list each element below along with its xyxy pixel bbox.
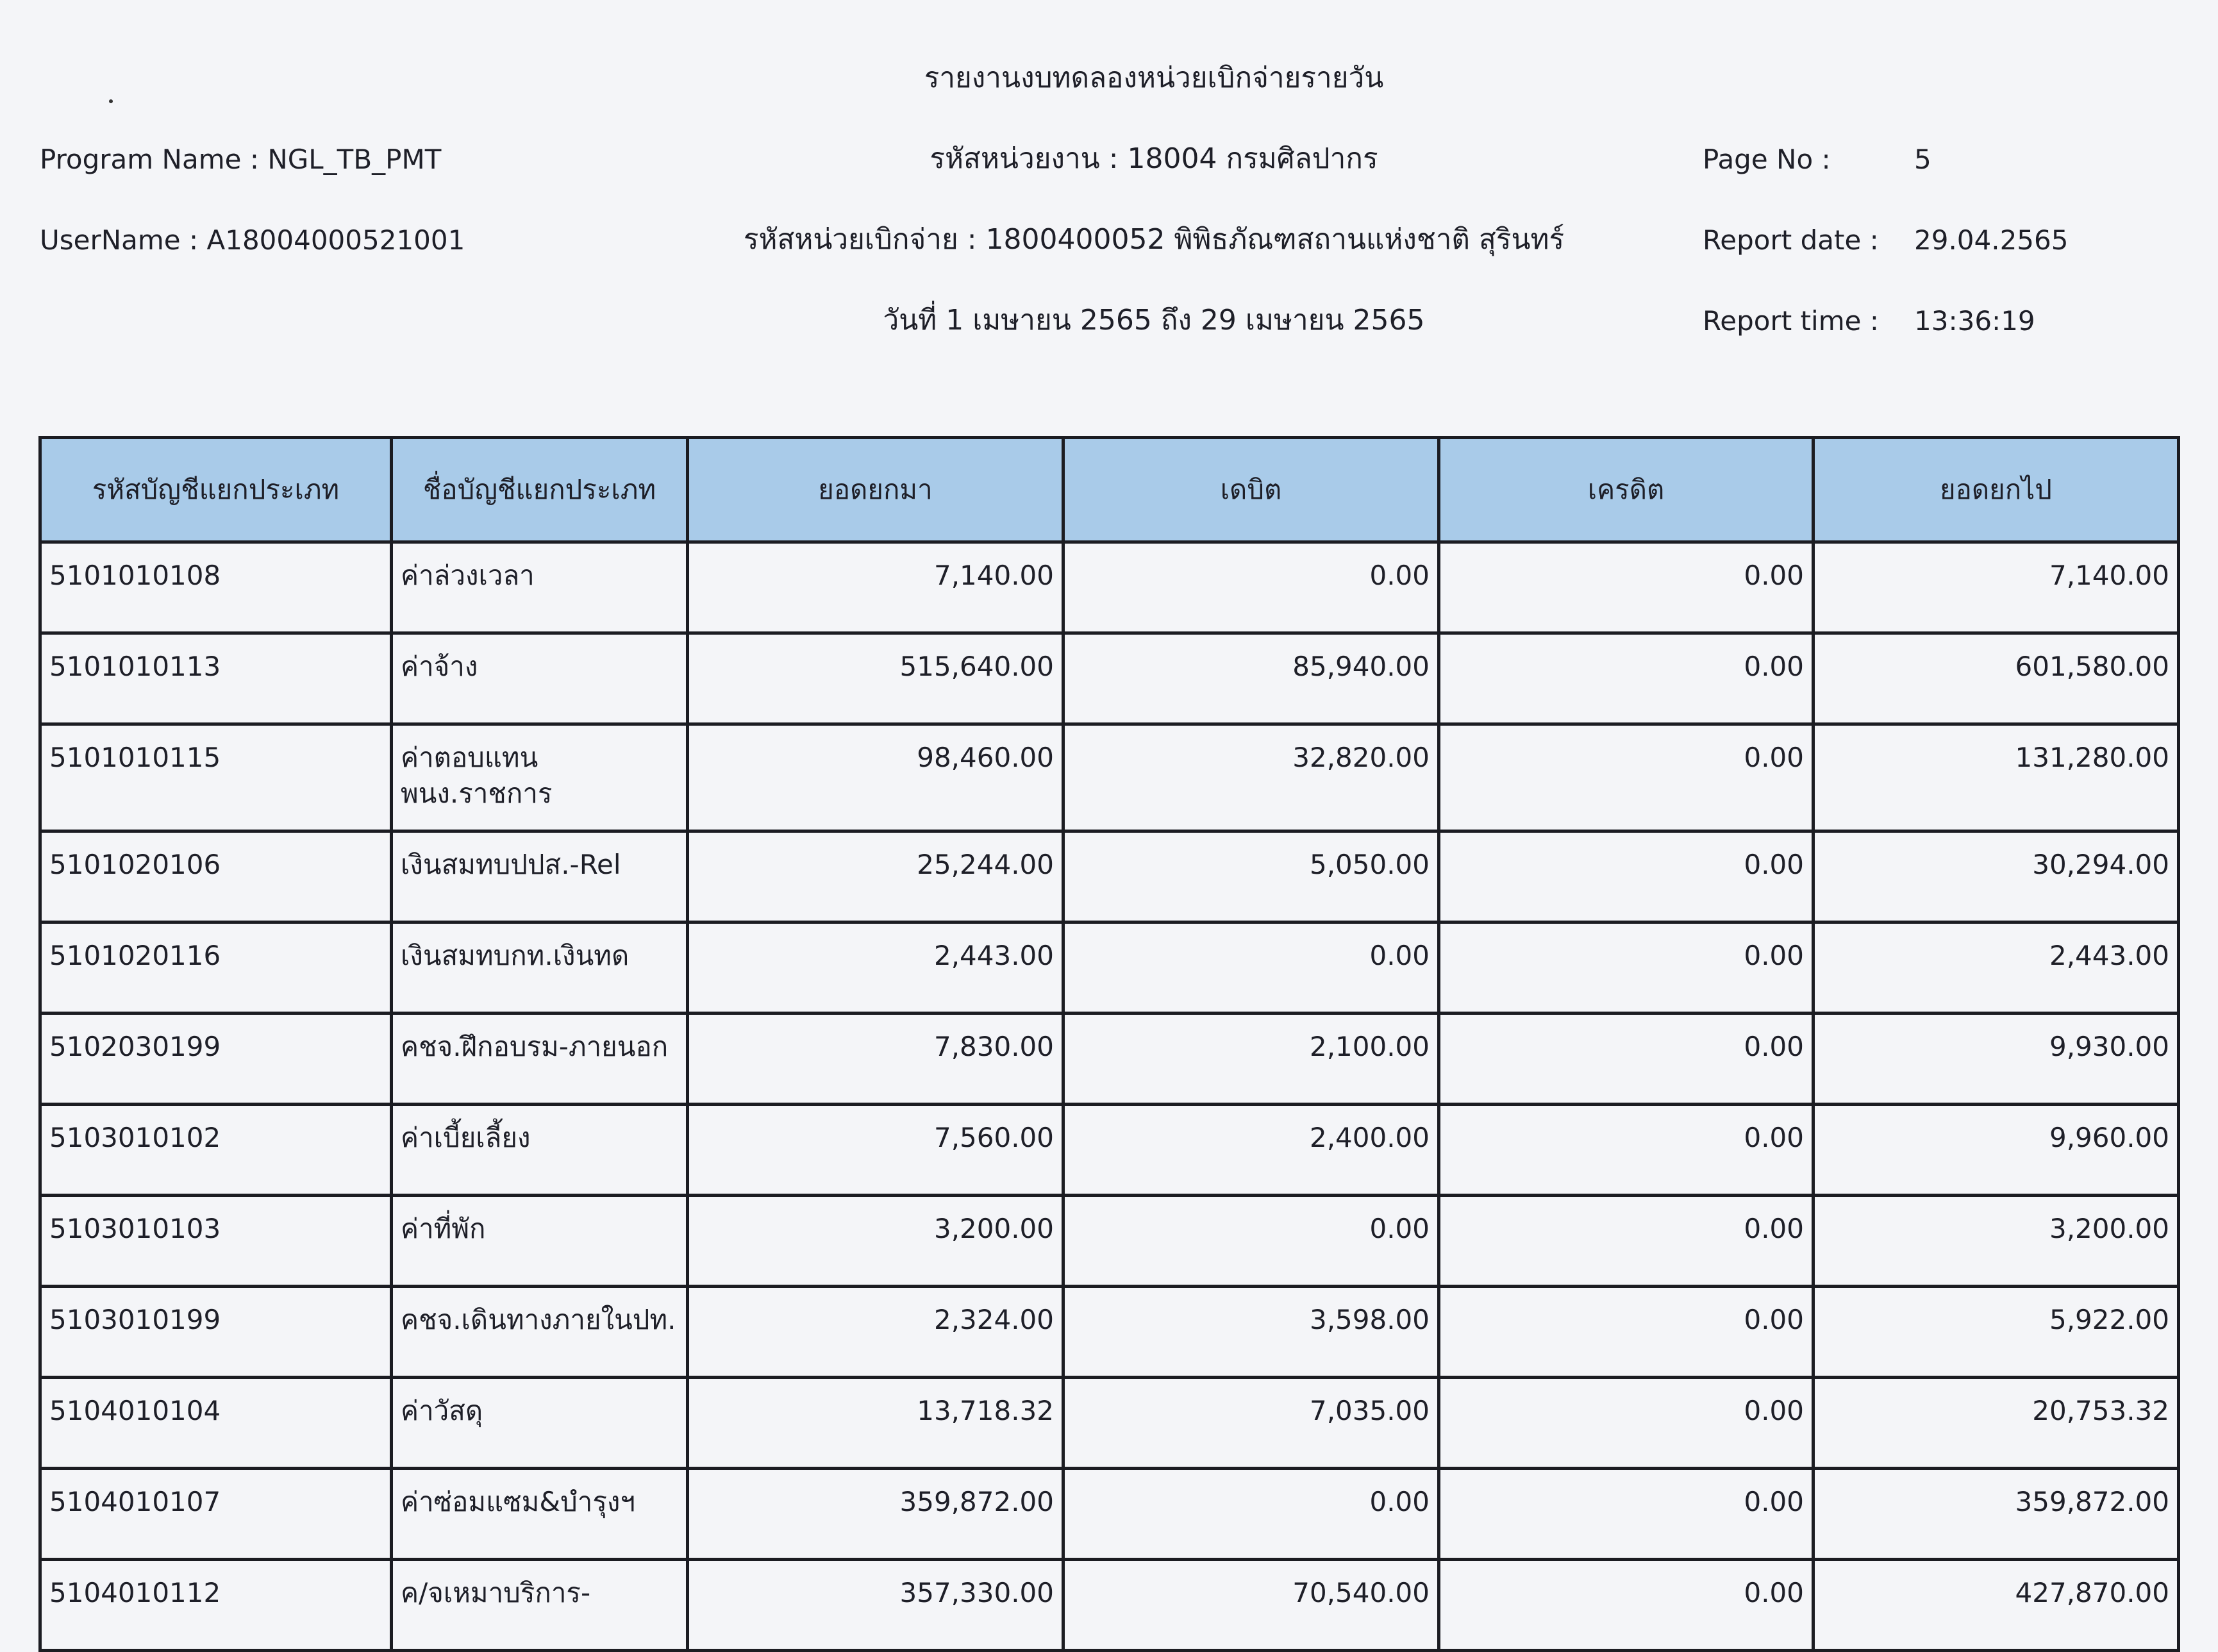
account-code-cell: 5103010103 — [40, 1196, 392, 1287]
table-row — [40, 1378, 2179, 1469]
account-code-cell: 5104010107 — [40, 1469, 392, 1560]
table-row — [40, 542, 2179, 633]
debit-cell: 3,598.00 — [1063, 1287, 1439, 1378]
table-row — [40, 1287, 2179, 1378]
account-name-cell: ค่าจ้าง — [392, 633, 688, 724]
account-code-cell: 5103010199 — [40, 1287, 392, 1378]
program-name: Program Name : NGL_TB_PMT — [40, 144, 442, 175]
credit-cell: 0.00 — [1439, 1287, 1814, 1378]
closing-balance-cell: 9,960.00 — [1814, 1105, 2179, 1196]
account-code-cell: 5104010104 — [40, 1378, 392, 1469]
account-name-cell: คชจ.เดินทางภายในปท. — [392, 1287, 688, 1378]
credit-cell: 0.00 — [1439, 633, 1814, 724]
opening-balance-cell: 515,640.00 — [688, 633, 1063, 724]
debit-cell: 5,050.00 — [1063, 831, 1439, 922]
account-code-cell: 5101010115 — [40, 724, 392, 831]
credit-cell: 0.00 — [1439, 542, 1814, 633]
debit-cell: 0.00 — [1063, 542, 1439, 633]
table-body — [40, 542, 2179, 1651]
table-row — [40, 1196, 2179, 1287]
opening-balance-cell: 7,560.00 — [688, 1105, 1063, 1196]
account-code-cell: 5101020106 — [40, 831, 392, 922]
report-time-label: Report time : — [1703, 305, 1879, 337]
account-code-cell: 5101010113 — [40, 633, 392, 724]
debit-cell: 0.00 — [1063, 1196, 1439, 1287]
debit-cell: 2,100.00 — [1063, 1014, 1439, 1105]
opening-balance-cell: 359,872.00 — [688, 1469, 1063, 1560]
closing-balance-cell: 2,443.00 — [1814, 922, 2179, 1014]
table-row — [40, 1469, 2179, 1560]
opening-balance-cell: 7,830.00 — [688, 1014, 1063, 1105]
debit-cell: 0.00 — [1063, 922, 1439, 1014]
opening-balance-cell: 98,460.00 — [688, 724, 1063, 831]
closing-balance-cell: 427,870.00 — [1814, 1560, 2179, 1651]
credit-cell: 0.00 — [1439, 724, 1814, 831]
account-name-cell: เงินสมทบปปส.-Rel — [392, 831, 688, 922]
account-code-cell: 5101020116 — [40, 922, 392, 1014]
report-time-value: 13:36:19 — [1914, 305, 2035, 337]
account-name-cell: ค่าซ่อมแซม&บำรุงฯ — [392, 1469, 688, 1560]
debit-cell: 0.00 — [1063, 1469, 1439, 1560]
table-row — [40, 633, 2179, 724]
account-name-cell: คชจ.ฝึกอบรม-ภายนอก — [392, 1014, 688, 1105]
debit-cell: 7,035.00 — [1063, 1378, 1439, 1469]
closing-balance-cell: 601,580.00 — [1814, 633, 2179, 724]
col-header-opening-balance: ยอดยกมา — [688, 438, 1063, 542]
opening-balance-cell: 357,330.00 — [688, 1560, 1063, 1651]
credit-cell: 0.00 — [1439, 1105, 1814, 1196]
account-code-cell: 5102030199 — [40, 1014, 392, 1105]
page-no-value: 5 — [1914, 144, 1931, 175]
credit-cell: 0.00 — [1439, 1196, 1814, 1287]
account-code-cell: 5104010112 — [40, 1560, 392, 1651]
disbursing-unit-line: รหัสหน่วยเบิกจ่าย : 1800400052 พิพิธภัณฑสถานแห่งชาติ สุรินทร์ — [743, 223, 1565, 256]
report-date-label: Report date : — [1703, 224, 1879, 256]
credit-cell: 0.00 — [1439, 1014, 1814, 1105]
date-range-line: วันที่ 1 เมษายน 2565 ถึง 29 เมษายน 2565 — [883, 304, 1425, 337]
col-header-credit: เครดิต — [1439, 438, 1814, 542]
debit-cell: 32,820.00 — [1063, 724, 1439, 831]
closing-balance-cell: 3,200.00 — [1814, 1196, 2179, 1287]
table-row — [40, 831, 2179, 922]
account-name-cell: ค่าวัสดุ — [392, 1378, 688, 1469]
table-row — [40, 724, 2179, 831]
closing-balance-cell: 30,294.00 — [1814, 831, 2179, 922]
credit-cell: 0.00 — [1439, 1378, 1814, 1469]
account-name-cell: ค่าเบี้ยเลี้ยง — [392, 1105, 688, 1196]
closing-balance-cell: 359,872.00 — [1814, 1469, 2179, 1560]
credit-cell: 0.00 — [1439, 922, 1814, 1014]
closing-balance-cell: 20,753.32 — [1814, 1378, 2179, 1469]
closing-balance-cell: 131,280.00 — [1814, 724, 2179, 831]
closing-balance-cell: 7,140.00 — [1814, 542, 2179, 633]
account-name-cell: ค/จเหมาบริการ- — [392, 1560, 688, 1651]
table-row — [40, 1014, 2179, 1105]
closing-balance-cell: 5,922.00 — [1814, 1287, 2179, 1378]
user-name: UserName : A18004000521001 — [40, 224, 465, 256]
report-date-value: 29.04.2565 — [1914, 224, 2069, 256]
account-code-cell: 5103010102 — [40, 1105, 392, 1196]
col-header-account-code: รหัสบัญชีแยกประเภท — [40, 438, 392, 542]
opening-balance-cell: 2,324.00 — [688, 1287, 1063, 1378]
account-name-cell: เงินสมทบกท.เงินทด — [392, 922, 688, 1014]
trial-balance-table — [38, 436, 2180, 1652]
col-header-account-name: ชื่อบัญชีแยกประเภท — [392, 438, 688, 542]
opening-balance-cell: 25,244.00 — [688, 831, 1063, 922]
col-header-debit: เดบิต — [1063, 438, 1439, 542]
credit-cell: 0.00 — [1439, 1469, 1814, 1560]
scan-speck — [109, 99, 113, 103]
credit-cell: 0.00 — [1439, 831, 1814, 922]
debit-cell: 85,940.00 — [1063, 633, 1439, 724]
closing-balance-cell: 9,930.00 — [1814, 1014, 2179, 1105]
account-name-cell: ค่าที่พัก — [392, 1196, 688, 1287]
account-name-cell: ค่าล่วงเวลา — [392, 542, 688, 633]
report-title: รายงานงบทดลองหน่วยเบิกจ่ายรายวัน — [924, 62, 1384, 94]
account-name-cell: ค่าตอบแทนพนง.ราชการ — [392, 724, 688, 831]
opening-balance-cell: 3,200.00 — [688, 1196, 1063, 1287]
account-code-cell: 5101010108 — [40, 542, 392, 633]
agency-line: รหัสหน่วยงาน : 18004 กรมศิลปากร — [930, 142, 1378, 175]
table-row — [40, 1560, 2179, 1651]
table-row — [40, 922, 2179, 1014]
opening-balance-cell: 2,443.00 — [688, 922, 1063, 1014]
page-no-label: Page No : — [1703, 144, 1831, 175]
col-header-closing-balance: ยอดยกไป — [1814, 438, 2179, 542]
table-row — [40, 1105, 2179, 1196]
credit-cell: 0.00 — [1439, 1560, 1814, 1651]
debit-cell: 70,540.00 — [1063, 1560, 1439, 1651]
table-header-row — [40, 438, 2179, 542]
opening-balance-cell: 7,140.00 — [688, 542, 1063, 633]
debit-cell: 2,400.00 — [1063, 1105, 1439, 1196]
opening-balance-cell: 13,718.32 — [688, 1378, 1063, 1469]
